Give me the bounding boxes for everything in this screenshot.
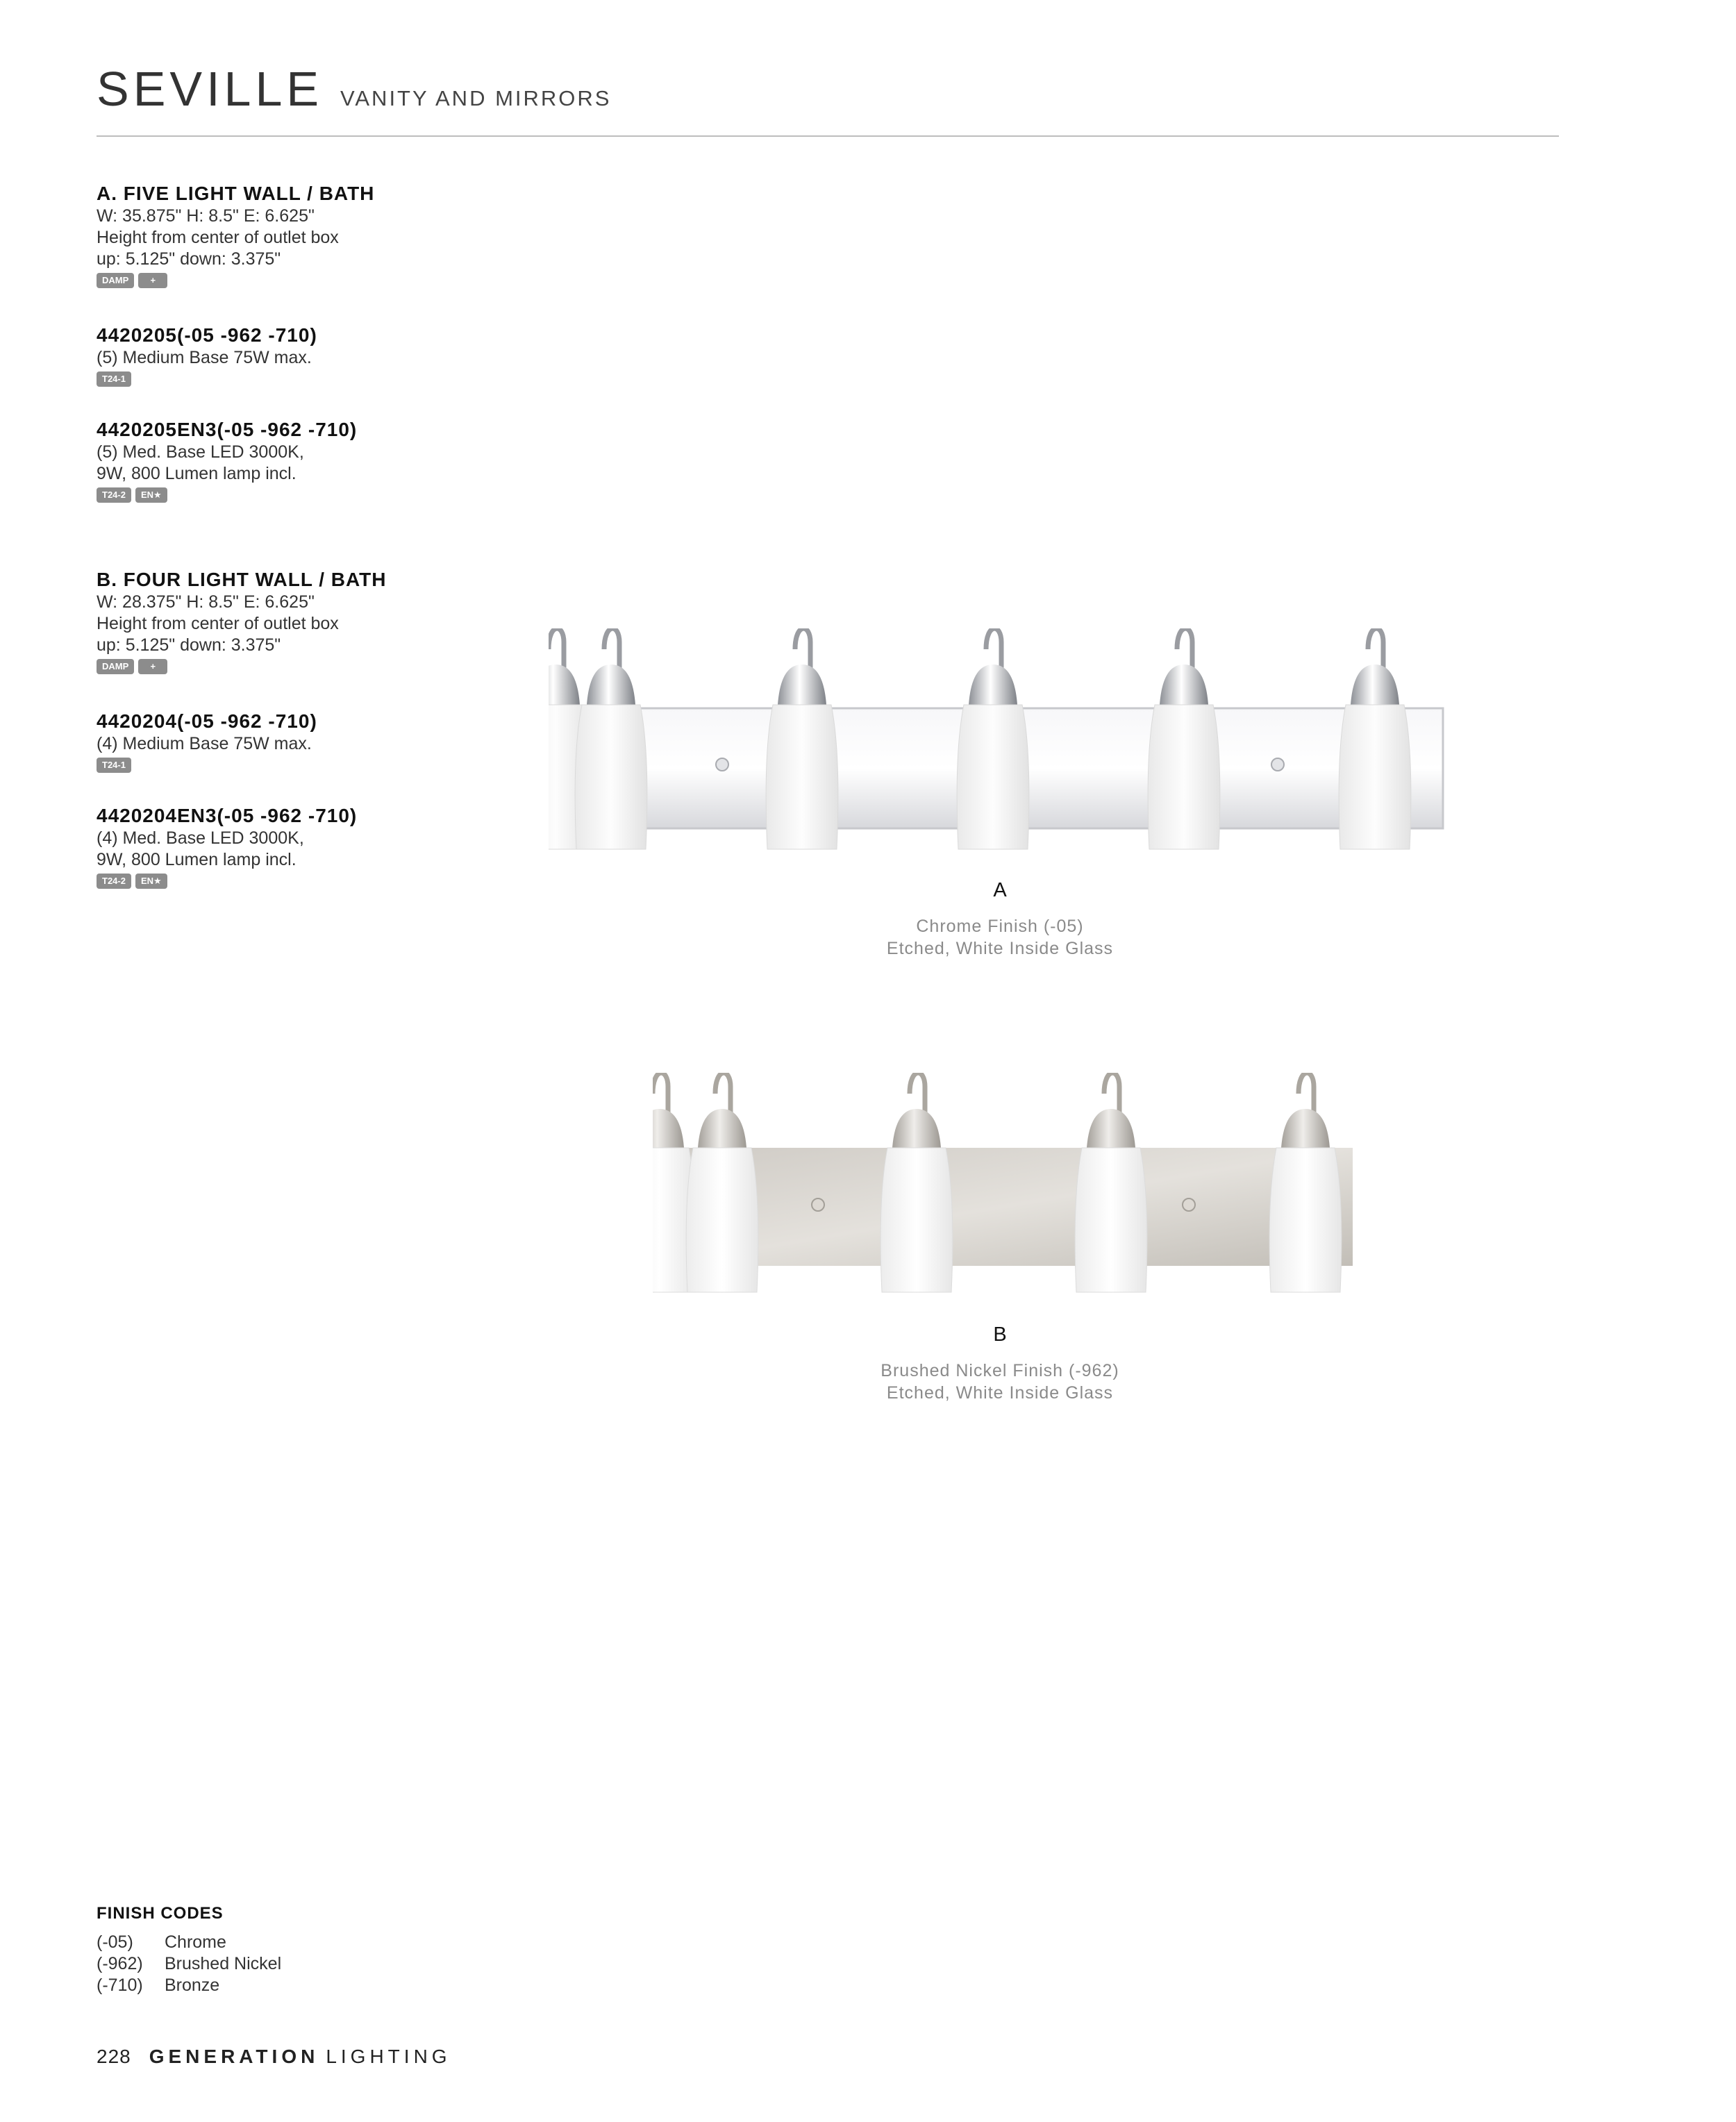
spec-a-model-1 xyxy=(97,324,458,387)
spec-b-outlet-line2: up: 5.125" down: 3.375" xyxy=(97,635,281,655)
model-code: 4420205EN3(-05 -962 -710) xyxy=(97,419,358,440)
spec-b xyxy=(97,568,458,674)
spec-a-outlet-line2: up: 5.125" down: 3.375" xyxy=(97,249,281,269)
spec-a-badges xyxy=(97,273,458,288)
spec-b-badges xyxy=(97,659,458,674)
fixture-b-glass: Etched, White Inside Glass xyxy=(886,1383,1114,1403)
fixture-b-caption xyxy=(757,1321,1243,1404)
spec-b-model-2 xyxy=(97,804,458,889)
t24-badge: T24-2 xyxy=(97,874,131,889)
fixture-a-image xyxy=(549,628,1451,868)
model-description: (5) Med. Base LED 3000K, xyxy=(97,442,304,462)
finish-name: Brushed Nickel xyxy=(165,1954,282,1973)
spec-a-dimensions: W: 35.875" H: 8.5" E: 6.625" xyxy=(97,206,315,226)
fixture-a-finish: Chrome Finish (-05) xyxy=(916,917,1084,936)
spec-a-model-2 xyxy=(97,418,458,503)
fixture-a-letter: A xyxy=(993,879,1007,901)
spec-b-outlet-line1: Height from center of outlet box xyxy=(97,614,339,633)
finish-code: (-710) xyxy=(97,1975,143,1995)
model-description: 9W, 800 Lumen lamp incl. xyxy=(97,464,297,483)
finish-code: (-962) xyxy=(97,1954,143,1973)
header-divider xyxy=(97,135,1559,137)
model-description: (4) Med. Base LED 3000K, xyxy=(97,828,304,848)
plus-badge: + xyxy=(138,659,167,674)
page-footer xyxy=(97,2046,451,2068)
finish-name: Bronze xyxy=(165,1975,220,1995)
model-description: 9W, 800 Lumen lamp incl. xyxy=(97,850,297,869)
spec-a xyxy=(97,182,458,288)
spec-b-title: B. FOUR LIGHT WALL / BATH xyxy=(97,569,387,590)
fixture-a-caption xyxy=(757,876,1243,960)
spec-a-outlet-line1: Height from center of outlet box xyxy=(97,228,339,247)
section-subtitle: VANITY AND MIRRORS xyxy=(340,86,612,110)
model-code: 4420204EN3(-05 -962 -710) xyxy=(97,805,358,826)
finish-name: Chrome xyxy=(165,1932,226,1952)
fixture-b-image xyxy=(653,1073,1361,1312)
model-description: (5) Medium Base 75W max. xyxy=(97,348,312,367)
model-code: 4420205(-05 -962 -710) xyxy=(97,324,317,346)
damp-badge: DAMP xyxy=(97,273,134,288)
model-code: 4420204(-05 -962 -710) xyxy=(97,710,317,732)
t24-badge: T24-1 xyxy=(97,371,131,387)
brand-name: GENERATION xyxy=(149,2046,319,2067)
spec-a-title: A. FIVE LIGHT WALL / BATH xyxy=(97,183,375,204)
finish-code-row xyxy=(97,1953,281,1975)
page-number: 228 xyxy=(97,2046,131,2067)
finish-code-row xyxy=(97,1932,226,1953)
energy-star-badge: EN★ xyxy=(135,487,167,503)
model-description: (4) Medium Base 75W max. xyxy=(97,734,312,753)
finish-codes-title: FINISH CODES xyxy=(97,1904,224,1923)
page-title: SEVILLE xyxy=(97,62,324,116)
brand-name-suffix: LIGHTING xyxy=(326,2046,451,2067)
t24-badge: T24-2 xyxy=(97,487,131,503)
energy-star-badge: EN★ xyxy=(135,874,167,889)
fixture-b-letter: B xyxy=(993,1323,1007,1346)
finish-code: (-05) xyxy=(97,1932,133,1952)
spec-b-dimensions: W: 28.375" H: 8.5" E: 6.625" xyxy=(97,592,315,612)
spec-b-model-1 xyxy=(97,710,458,773)
fixture-b-finish: Brushed Nickel Finish (-962) xyxy=(880,1361,1119,1380)
t24-badge: T24-1 xyxy=(97,758,131,773)
plus-badge: + xyxy=(138,273,167,288)
finish-code-row xyxy=(97,1975,219,1996)
damp-badge: DAMP xyxy=(97,659,134,674)
fixture-a-glass: Etched, White Inside Glass xyxy=(886,939,1114,958)
